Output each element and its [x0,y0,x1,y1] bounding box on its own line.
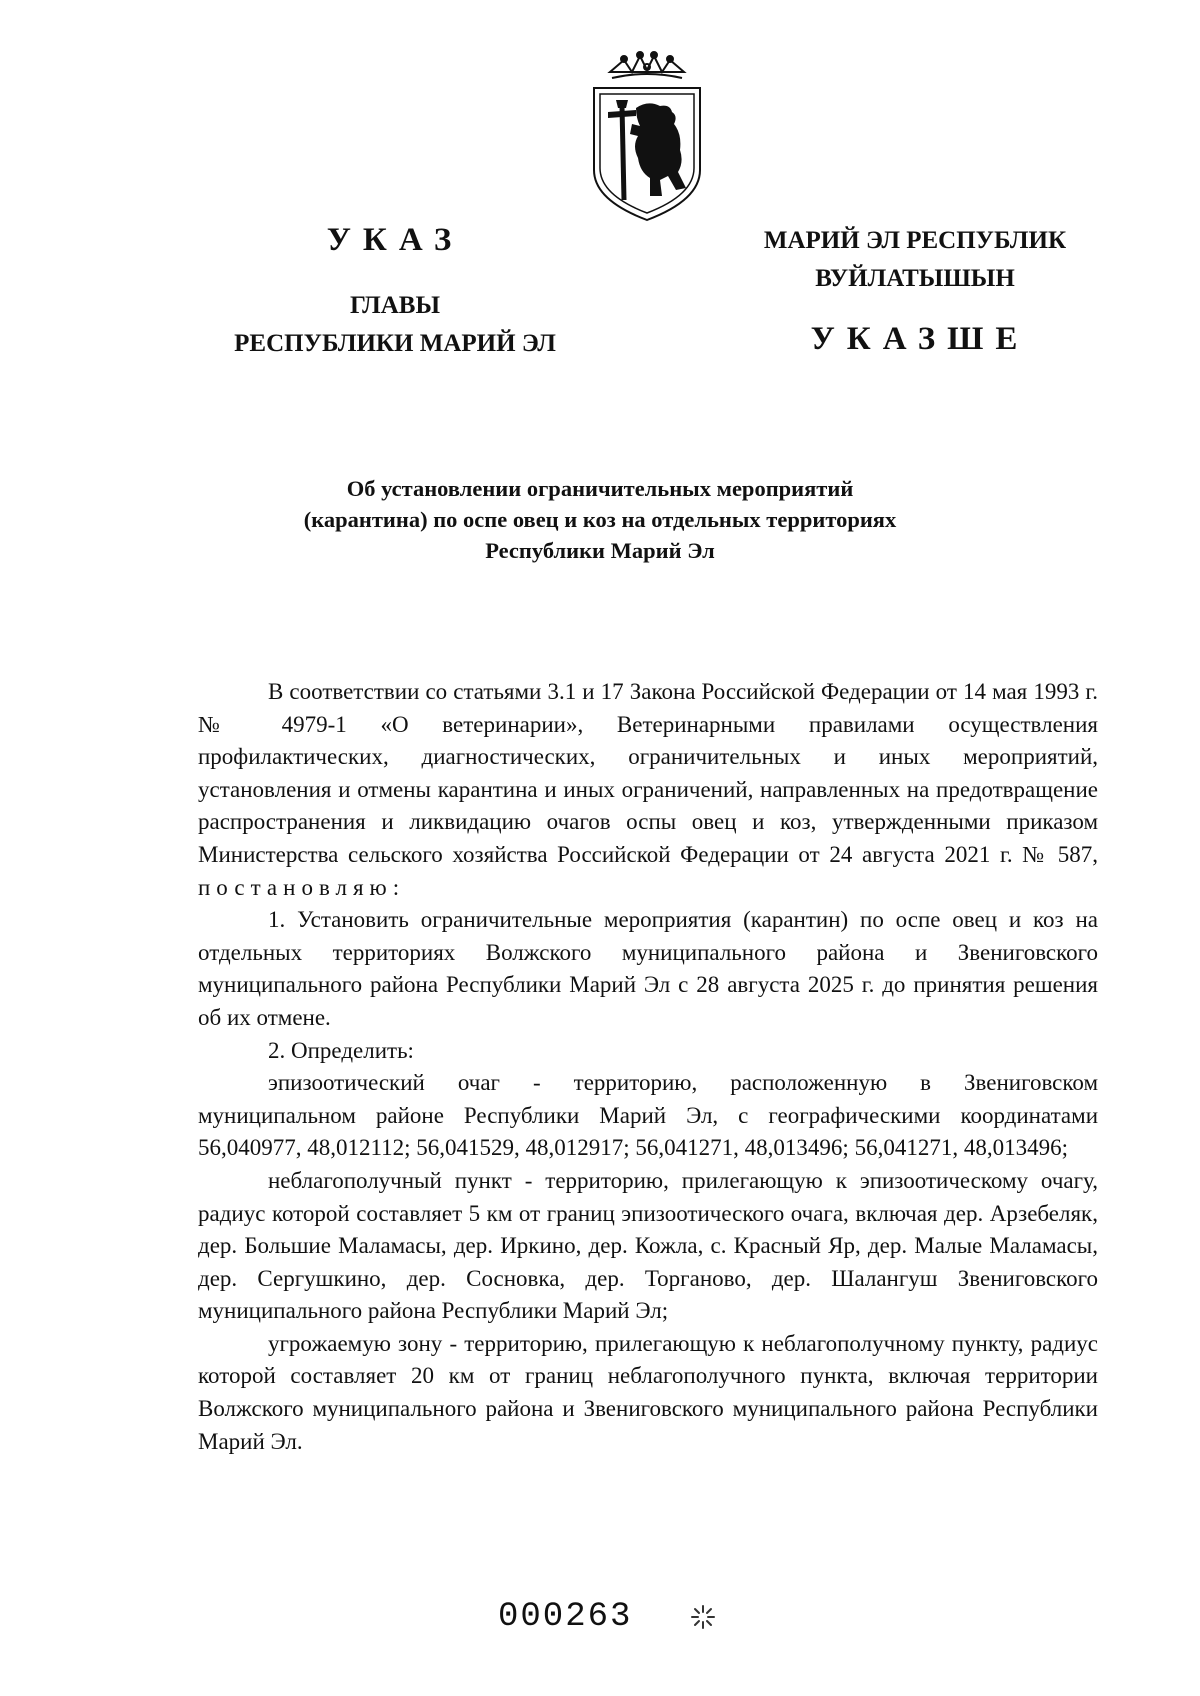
focus-paragraph: эпизоотический очаг - территорию, расположенную в Звениговском муниципальном районе Республики Марий Эл, с географическими координатами 56,040977, 48,012112; 56,041529, 48,012917; 56,041271, 48,013496; 56,041271, 48,013496; [198,1070,1098,1161]
right-title: УКАЗШЕ [810,321,1030,357]
title-line1: Об установлении ограничительных мероприятий [346,476,854,501]
coat-of-arms-emblem [588,50,706,226]
intro-verb: постановляю: [198,874,406,900]
left-subtitle-line1: ГЛАВЫ [349,292,441,319]
threat-zone-paragraph: угрожаемую зону - территорию, прилегающую к неблагополучному пункту, радиус которой составляет 20 км от границ неблагополучного пункта, включая территории Волжского муниципального района и Звениговского муниципального района Республики Марий Эл. [198,1330,1098,1454]
item-2-paragraph: 2. Определить: [268,1037,414,1063]
left-subtitle-line2: РЕСПУБЛИКИ МАРИЙ ЭЛ [234,330,556,357]
item-1-paragraph: 1. Установить ограничительные мероприятия (карантин) по оспе овец и коз на отдельных территориях Волжского муниципального района и Звениговского муниципального района Республики Марий Эл с 28 августа 2025 г. до принятия решения об их отмене. [198,907,1098,1030]
unfavorable-point-paragraph: неблагополучный пункт - территорию, прилегающую к эпизоотическому очагу, радиус которой составляет 5 км от границ эпизоотического очага, включая дер. Арзебеляк, дер. Большие Маламасы, дер. Иркино, дер. Кожла, с. Красный Яр, дер. Малые Маламасы, дер. Сергушкино, дер. Сосновка, дер. Торганово, дер. Шалангуш Звениговского муниципального района Республики Марий Эл; [198,1167,1098,1324]
document-body [198,676,1098,1458]
left-subtitle [200,287,590,363]
intro-text: В соответствии со статьями 3.1 и 17 Закона Российской Федерации от 14 мая 1993 г. № 4979-1 «О ветеринарии», Ветеринарными правилами осуществления профилактических, диагностических, ограничительных и иных мероприятий, установления и отмены карантина и иных ограничений, направленных на предотвращение распространения и ликвидацию очагов оспы овец и коз, утвержденными приказом Министерства сельского хозяйства Российской Федерации от 24 августа 2021 г. № 587, [198,679,1098,867]
serial-number: 000263 [498,1598,633,1636]
title-line3: Республики Марий Эл [485,538,715,563]
intro-paragraph [198,676,1098,904]
right-header-line2: ВУЙЛАТЫШЫН [815,265,1015,292]
right-header [715,222,1115,298]
title-line2: (карантина) по оспе овец и коз на отдельных территориях [303,507,897,532]
document-title [220,473,980,566]
security-mark-icon [690,1604,716,1630]
right-header-line1: МАРИЙ ЭЛ РЕСПУБЛИК [763,227,1067,254]
left-title: УКАЗ [326,222,464,258]
